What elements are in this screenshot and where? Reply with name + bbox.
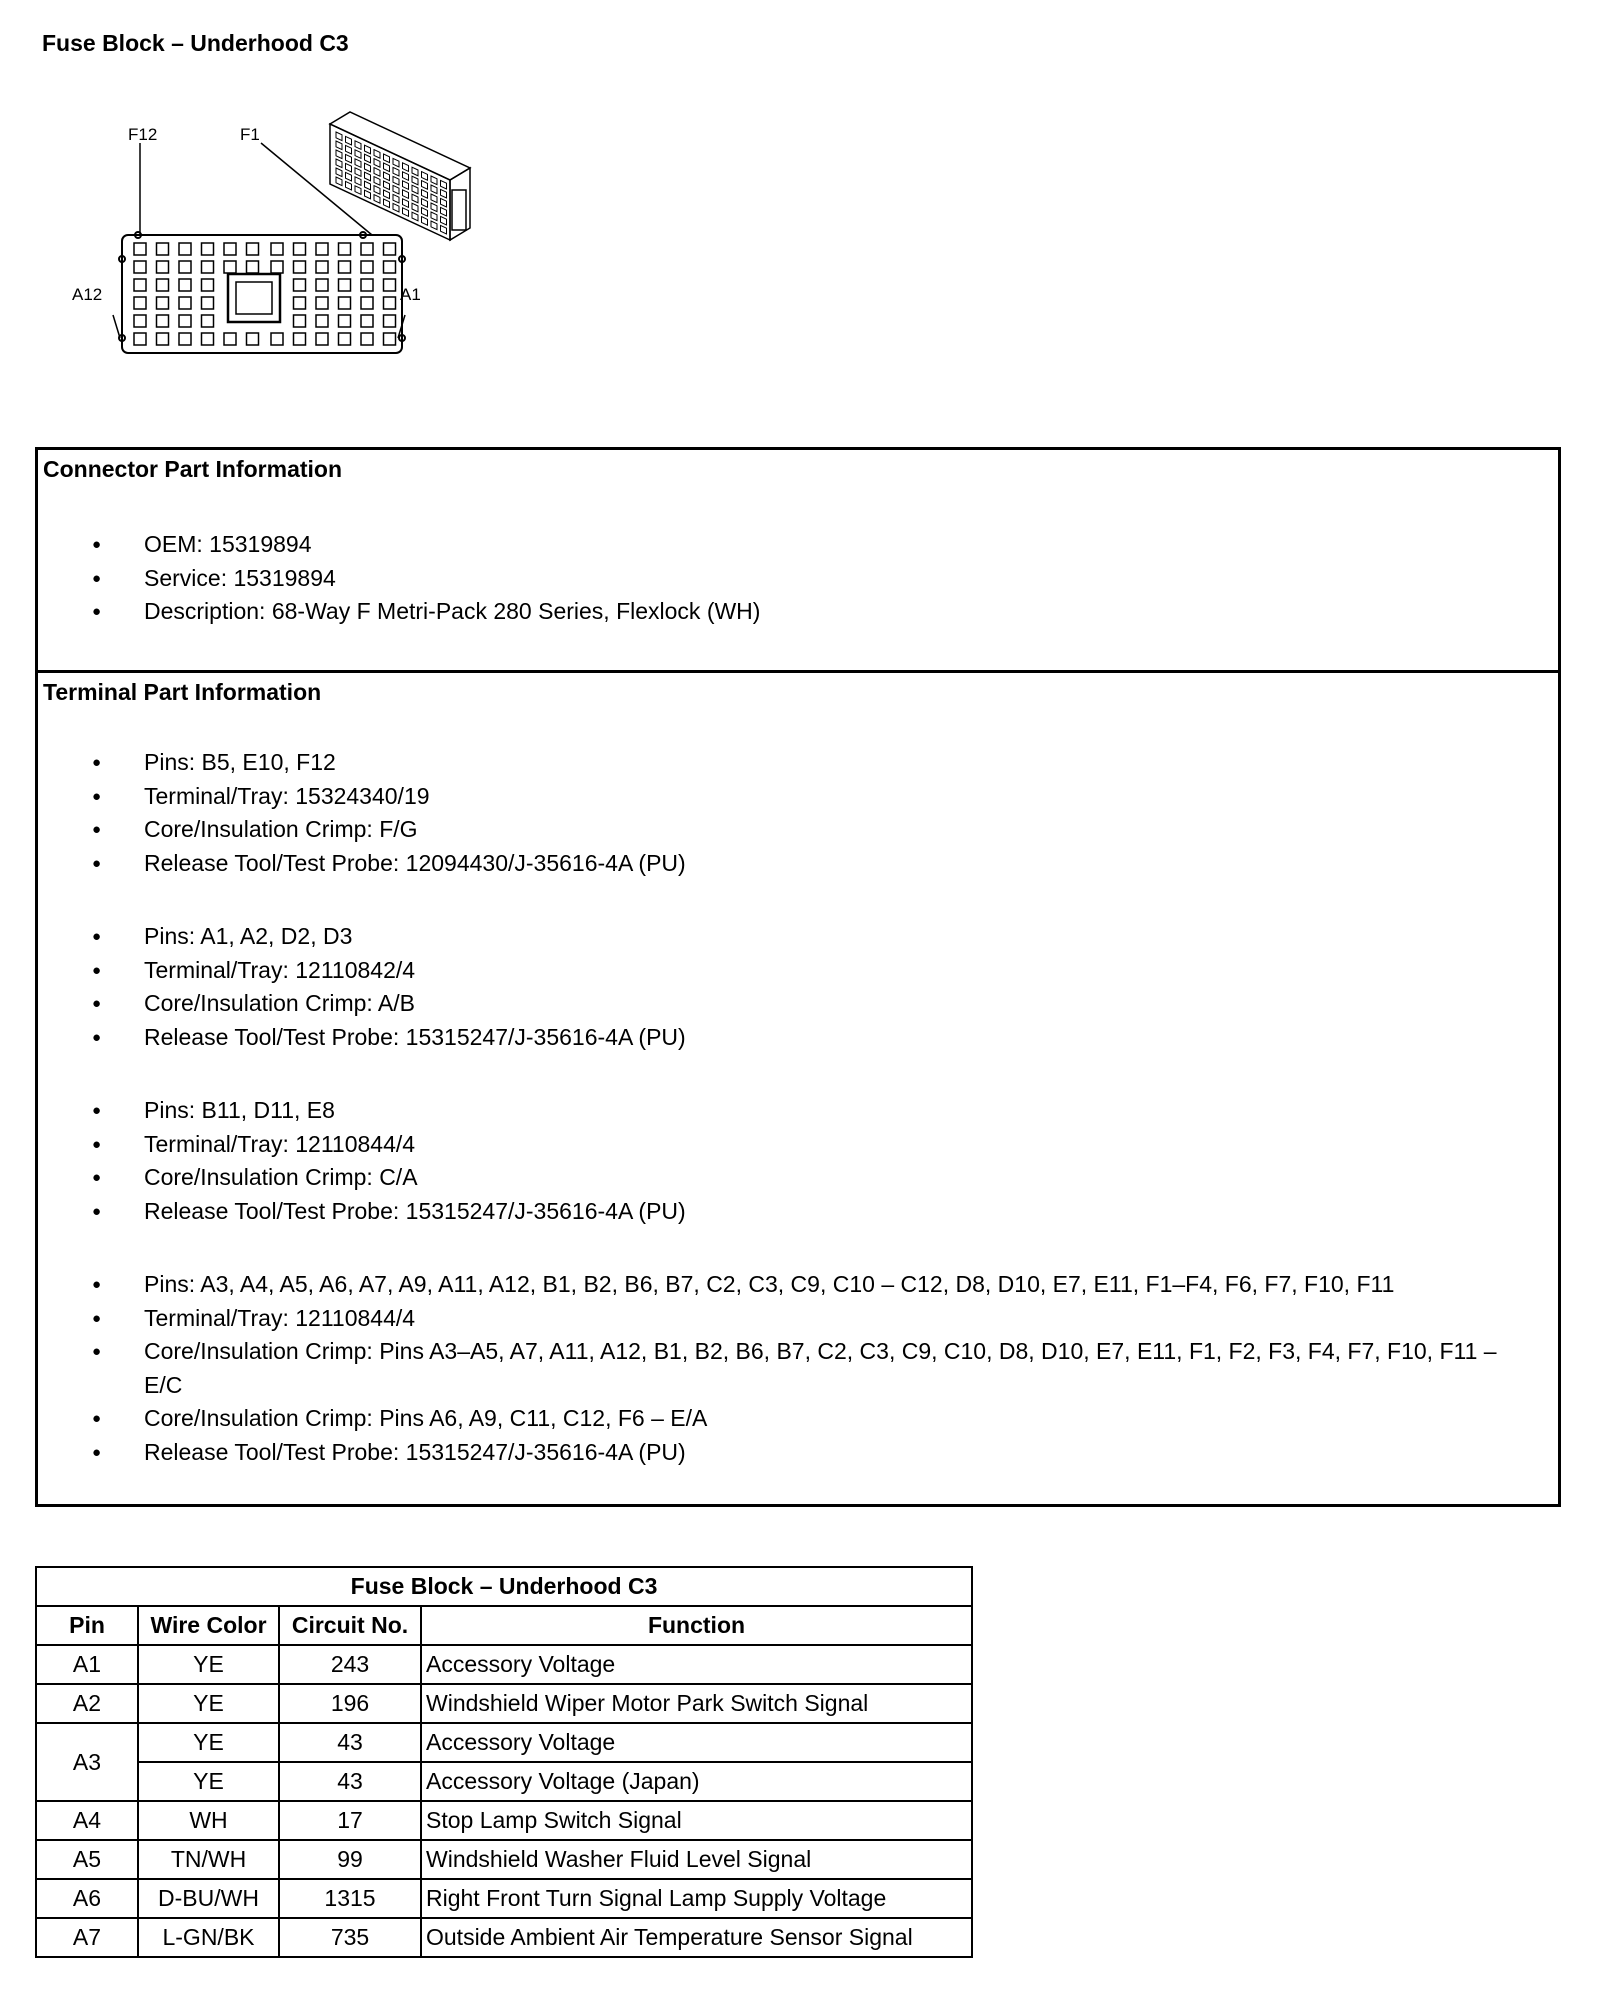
table-row <box>36 1762 972 1801</box>
header-pin: Pin <box>36 1606 138 1645</box>
pin-table-header <box>36 1606 972 1645</box>
cell-pin: A6 <box>36 1879 138 1918</box>
cell-wire: YE <box>138 1684 279 1723</box>
header-circuit: Circuit No. <box>279 1606 421 1645</box>
cell-circuit: 243 <box>279 1645 421 1684</box>
connector-info-list <box>38 528 1558 629</box>
cell-function: Accessory Voltage <box>421 1723 972 1762</box>
terminal-part-info <box>38 673 1558 1504</box>
cell-function: Accessory Voltage (Japan) <box>421 1762 972 1801</box>
connector-part-info <box>38 450 1558 673</box>
header-function: Function <box>421 1606 972 1645</box>
cell-wire: TN/WH <box>138 1840 279 1879</box>
list-item: ● Core/Insulation Crimp: A/B <box>38 987 1558 1021</box>
list-item: ● Terminal/Tray: 12110842/4 <box>38 954 1558 988</box>
cell-circuit: 99 <box>279 1840 421 1879</box>
label-a12: A12 <box>72 285 103 304</box>
pin-table-title: Fuse Block – Underhood C3 <box>36 1567 972 1606</box>
cell-pin: A5 <box>36 1840 138 1879</box>
list-item: ● Pins: B5, E10, F12 <box>38 746 1558 780</box>
list-item: ● Terminal/Tray: 12110844/4 <box>38 1128 1558 1162</box>
list-item: ● Core/Insulation Crimp: F/G <box>38 813 1558 847</box>
cell-circuit: 735 <box>279 1918 421 1957</box>
list-item: ● Core/Insulation Crimp: Pins A6, A9, C11, C12, F6 – E/A <box>38 1402 1558 1436</box>
cell-function: Accessory Voltage <box>421 1645 972 1684</box>
cell-pin: A2 <box>36 1684 138 1723</box>
terminal-group-2 <box>38 920 1558 1054</box>
table-row <box>36 1801 972 1840</box>
cell-wire: YE <box>138 1723 279 1762</box>
cell-function: Windshield Washer Fluid Level Signal <box>421 1840 972 1879</box>
cell-wire: WH <box>138 1801 279 1840</box>
terminal-group-4 <box>38 1268 1558 1470</box>
list-item: ● Core/Insulation Crimp: Pins A3–A5, A7, A11, A12, B1, B2, B6, B7, C2, C3, C9, C10, D8, D10, E7, E11, F1, F2, F3, F4, F7, F10, F11 – E/C <box>38 1335 1558 1402</box>
list-item: ● Pins: B11, D11, E8 <box>38 1094 1558 1128</box>
label-f1: F1 <box>240 125 260 144</box>
terminal-info-heading: Terminal Part Information <box>43 679 322 705</box>
list-item: ● Pins: A3, A4, A5, A6, A7, A9, A11, A12, B1, B2, B6, B7, C2, C3, C9, C10 – C12, D8, D10, E7, E11, F1–F4, F6, F7, F10, F11 <box>38 1268 1558 1302</box>
table-row <box>36 1684 972 1723</box>
cell-wire: YE <box>138 1762 279 1801</box>
terminal-group-3 <box>38 1094 1558 1228</box>
list-item: ● Pins: A1, A2, D2, D3 <box>38 920 1558 954</box>
cell-circuit: 17 <box>279 1801 421 1840</box>
terminal-group-1 <box>38 746 1558 880</box>
cell-circuit: 1315 <box>279 1879 421 1918</box>
cell-pin: A1 <box>36 1645 138 1684</box>
cell-function: Right Front Turn Signal Lamp Supply Voltage <box>421 1879 972 1918</box>
list-item: ● Release Tool/Test Probe: 15315247/J-35616-4A (PU) <box>38 1195 1558 1229</box>
table-row <box>36 1723 972 1762</box>
table-row <box>36 1879 972 1918</box>
connector-diagram <box>60 110 480 370</box>
list-item: ● Core/Insulation Crimp: C/A <box>38 1161 1558 1195</box>
cell-circuit: 196 <box>279 1684 421 1723</box>
label-f12: F12 <box>128 125 158 144</box>
header-wire-color: Wire Color <box>138 1606 279 1645</box>
cell-function: Outside Ambient Air Temperature Sensor Signal <box>421 1918 972 1957</box>
list-item: ● OEM: 15319894 <box>38 528 1558 562</box>
list-item: ● Terminal/Tray: 12110844/4 <box>38 1302 1558 1336</box>
label-a1: A1 <box>400 285 421 304</box>
connector-info-heading: Connector Part Information <box>43 456 343 482</box>
cell-wire: YE <box>138 1645 279 1684</box>
part-info-box <box>35 447 1561 1507</box>
cell-pin: A7 <box>36 1918 138 1957</box>
cell-circuit: 43 <box>279 1762 421 1801</box>
pin-table <box>35 1566 973 1958</box>
list-item: ● Terminal/Tray: 15324340/19 <box>38 780 1558 814</box>
page-title: Fuse Block – Underhood C3 <box>42 30 349 56</box>
table-row <box>36 1918 972 1957</box>
table-row <box>36 1645 972 1684</box>
cell-function: Windshield Wiper Motor Park Switch Signal <box>421 1684 972 1723</box>
cell-circuit: 43 <box>279 1723 421 1762</box>
cell-function: Stop Lamp Switch Signal <box>421 1801 972 1840</box>
cell-wire: L-GN/BK <box>138 1918 279 1957</box>
list-item: ● Release Tool/Test Probe: 15315247/J-35616-4A (PU) <box>38 1021 1558 1055</box>
cell-pin: A4 <box>36 1801 138 1840</box>
table-row <box>36 1840 972 1879</box>
list-item: ● Service: 15319894 <box>38 562 1558 596</box>
cell-wire: D-BU/WH <box>138 1879 279 1918</box>
cell-pin: A3 <box>36 1723 138 1801</box>
list-item: ● Description: 68-Way F Metri-Pack 280 Series, Flexlock (WH) <box>38 595 1558 629</box>
list-item: ● Release Tool/Test Probe: 15315247/J-35616-4A (PU) <box>38 1436 1558 1470</box>
connector-3d-view <box>330 112 470 240</box>
list-item: ● Release Tool/Test Probe: 12094430/J-35616-4A (PU) <box>38 847 1558 881</box>
